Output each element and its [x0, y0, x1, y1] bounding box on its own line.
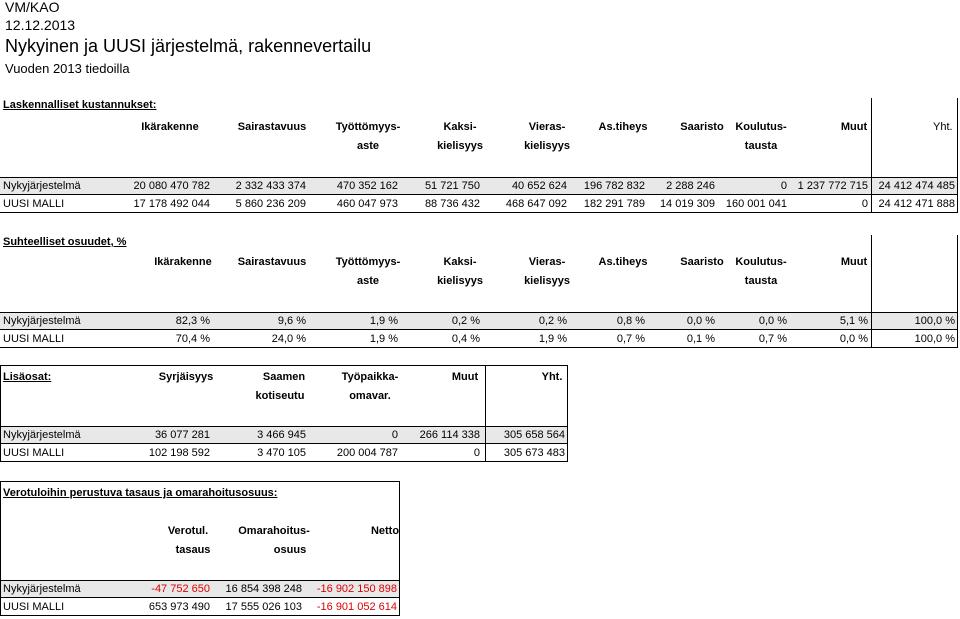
table-cell: 24,0 % [271, 333, 306, 345]
divider [0, 461, 568, 462]
shares-col-sairastavuus: Sairastavuus [237, 256, 307, 268]
table-cell: -16 901 052 614 [316, 601, 397, 613]
tax-col-verotul: Verotul. [167, 525, 209, 537]
table-cell: 0 [391, 429, 398, 441]
table-cell: 653 973 490 [148, 601, 210, 613]
table-cell: 102 198 592 [148, 447, 210, 459]
divider [0, 597, 400, 598]
divider [871, 235, 872, 347]
table-cell: 160 001 041 [725, 198, 787, 210]
divider [871, 98, 872, 212]
table-cell: 40 652 624 [511, 180, 567, 192]
costs-col-yht: Yht. [933, 121, 953, 133]
table-cell: 1,9 % [369, 315, 398, 327]
divider [0, 194, 958, 195]
row-label: Nykyjärjestelmä [3, 583, 81, 595]
costs-section-title: Laskennalliset kustannukset: [3, 99, 157, 111]
shares-col-kaksi: Kaksi- [443, 256, 477, 268]
tax-col-netto: Netto [370, 525, 400, 537]
table-cell: 24 412 471 888 [878, 198, 955, 210]
additional-col-saamen-2: kotiseutu [255, 390, 305, 402]
table-cell: 1,9 % [369, 333, 398, 345]
table-cell: 0 [861, 198, 868, 210]
costs-col-tyottomyys: Työttömyys- [335, 121, 401, 133]
table-cell: 200 004 787 [336, 447, 398, 459]
shares-col-vieras: Vieras- [528, 256, 566, 268]
divider [0, 481, 400, 482]
divider [0, 615, 400, 616]
page-subtitle: Vuoden 2013 tiedoilla [5, 61, 130, 76]
divider [0, 365, 1, 461]
shares-col-tyottomyys: Työttömyys- [335, 256, 401, 268]
costs-col-koulutus-2: tausta [744, 140, 778, 152]
divider [0, 312, 958, 313]
additional-col-yht: Yht. [541, 371, 563, 383]
row-label: Nykyjärjestelmä [3, 315, 81, 327]
table-cell: 0,4 % [451, 333, 480, 345]
divider [0, 443, 568, 444]
report-date: 12.12.2013 [5, 17, 76, 33]
table-cell: 17 178 492 044 [133, 198, 210, 210]
table-cell: 51 721 750 [424, 180, 480, 192]
additional-col-tyopaikka: Työpaikka- [341, 371, 399, 383]
table-cell: 1 237 772 715 [797, 180, 868, 192]
tax-section-title: Verotuloihin perustuva tasaus ja omarahoitusosuus: [3, 487, 278, 499]
divider [957, 98, 958, 212]
table-cell: 9,6 % [277, 315, 306, 327]
shares-col-vieras-2: kielisyys [524, 275, 570, 287]
shares-col-saaristo: Saaristo [680, 256, 724, 268]
table-cell: 3 466 945 [257, 429, 306, 441]
shares-col-ikarakenne: Ikärakenne [154, 256, 212, 268]
divider [0, 365, 568, 366]
table-cell: 470 352 162 [336, 180, 398, 192]
table-cell: 17 555 026 103 [225, 601, 302, 613]
costs-col-koulutus: Koulutus- [735, 121, 787, 133]
page-title: Nykyinen ja UUSI järjestelmä, rakennevertailu [5, 36, 372, 56]
divider [399, 481, 400, 615]
divider [957, 235, 958, 347]
table-cell: 468 647 092 [505, 198, 567, 210]
table-cell: 2 332 433 374 [235, 180, 306, 192]
table-cell: -47 752 650 [151, 583, 210, 595]
table-cell: 5 860 236 209 [235, 198, 306, 210]
costs-col-kaksi-2: kielisyys [437, 140, 483, 152]
table-cell: 82,3 % [175, 315, 210, 327]
divider [0, 580, 400, 581]
table-cell: 2 288 246 [666, 180, 715, 192]
table-cell: 100,0 % [914, 333, 955, 345]
shares-col-astiheys: As.tiheys [598, 256, 648, 268]
table-cell: 36 077 281 [154, 429, 210, 441]
tax-col-verotul-2: tasaus [175, 544, 211, 556]
divider [0, 212, 958, 213]
table-cell: 5,1 % [839, 315, 868, 327]
additional-col-saamen: Saamen [262, 371, 306, 383]
table-cell: 0,2 % [538, 315, 567, 327]
org-label: VM/KAO [5, 0, 60, 15]
shares-col-koulutus-2: tausta [744, 275, 778, 287]
shares-col-muut: Muut [840, 256, 868, 268]
divider [0, 481, 1, 615]
table-cell: 0,1 % [686, 333, 715, 345]
table-cell: 1,9 % [538, 333, 567, 345]
additional-section-title: Lisäosat: [3, 371, 52, 383]
row-label: Nykyjärjestelmä [3, 429, 81, 441]
table-cell: 266 114 338 [419, 429, 480, 441]
shares-col-koulutus: Koulutus- [735, 256, 787, 268]
shares-section-title: Suhteelliset osuudet, % [3, 236, 127, 248]
costs-col-sairastavuus: Sairastavuus [237, 121, 307, 133]
costs-col-astiheys: As.tiheys [598, 121, 648, 133]
table-cell: 0,0 % [758, 315, 787, 327]
table-cell: 182 291 789 [583, 198, 645, 210]
table-cell: 0,7 % [758, 333, 787, 345]
row-label: UUSI MALLI [3, 601, 65, 613]
costs-col-kaksi: Kaksi- [443, 121, 477, 133]
table-cell: 0,8 % [616, 315, 645, 327]
additional-col-tyopaikka-2: omavar. [349, 390, 391, 402]
divider [485, 365, 486, 461]
table-cell: 100,0 % [914, 315, 955, 327]
costs-col-muut: Muut [840, 121, 868, 133]
table-cell: 196 782 832 [583, 180, 645, 192]
costs-col-vieras: Vieras- [528, 121, 566, 133]
table-cell: 0,0 % [839, 333, 868, 345]
costs-col-tyottomyys-2: aste [356, 140, 380, 152]
table-cell: 70,4 % [175, 333, 210, 345]
table-cell: 0 [473, 447, 480, 459]
divider [0, 177, 958, 178]
table-cell: 0 [780, 180, 787, 192]
divider [0, 329, 958, 330]
tax-col-omarahoitus-2: osuus [273, 544, 307, 556]
table-cell: 24 412 474 485 [878, 180, 955, 192]
table-cell: 88 736 432 [424, 198, 480, 210]
costs-col-vieras-2: kielisyys [524, 140, 570, 152]
tax-col-omarahoitus: Omarahoitus- [238, 525, 310, 537]
costs-col-saaristo: Saaristo [680, 121, 724, 133]
table-cell: 20 080 470 782 [133, 180, 210, 192]
table-cell: -16 902 150 898 [316, 583, 397, 595]
divider [0, 347, 958, 348]
additional-col-syrjaisyys: Syrjäisyys [158, 371, 214, 383]
row-label: UUSI MALLI [3, 198, 65, 210]
shares-col-tyottomyys-2: aste [356, 275, 380, 287]
table-cell: 16 854 398 248 [225, 583, 302, 595]
table-cell: 460 047 973 [336, 198, 398, 210]
table-cell: 3 470 105 [257, 447, 306, 459]
table-cell: 14 019 309 [659, 198, 715, 210]
table-cell: 0,2 % [451, 315, 480, 327]
table-cell: 0,7 % [616, 333, 645, 345]
table-cell: 0,0 % [686, 315, 715, 327]
costs-col-ikarakenne: Ikärakenne [141, 121, 199, 133]
additional-col-muut: Muut [451, 371, 479, 383]
row-label: UUSI MALLI [3, 447, 65, 459]
table-cell: 305 673 483 [503, 447, 565, 459]
shares-col-kaksi-2: kielisyys [437, 275, 483, 287]
row-label: UUSI MALLI [3, 333, 65, 345]
divider [567, 365, 568, 461]
table-cell: 305 658 564 [503, 429, 565, 441]
divider [0, 426, 568, 427]
row-label: Nykyjärjestelmä [3, 180, 81, 192]
